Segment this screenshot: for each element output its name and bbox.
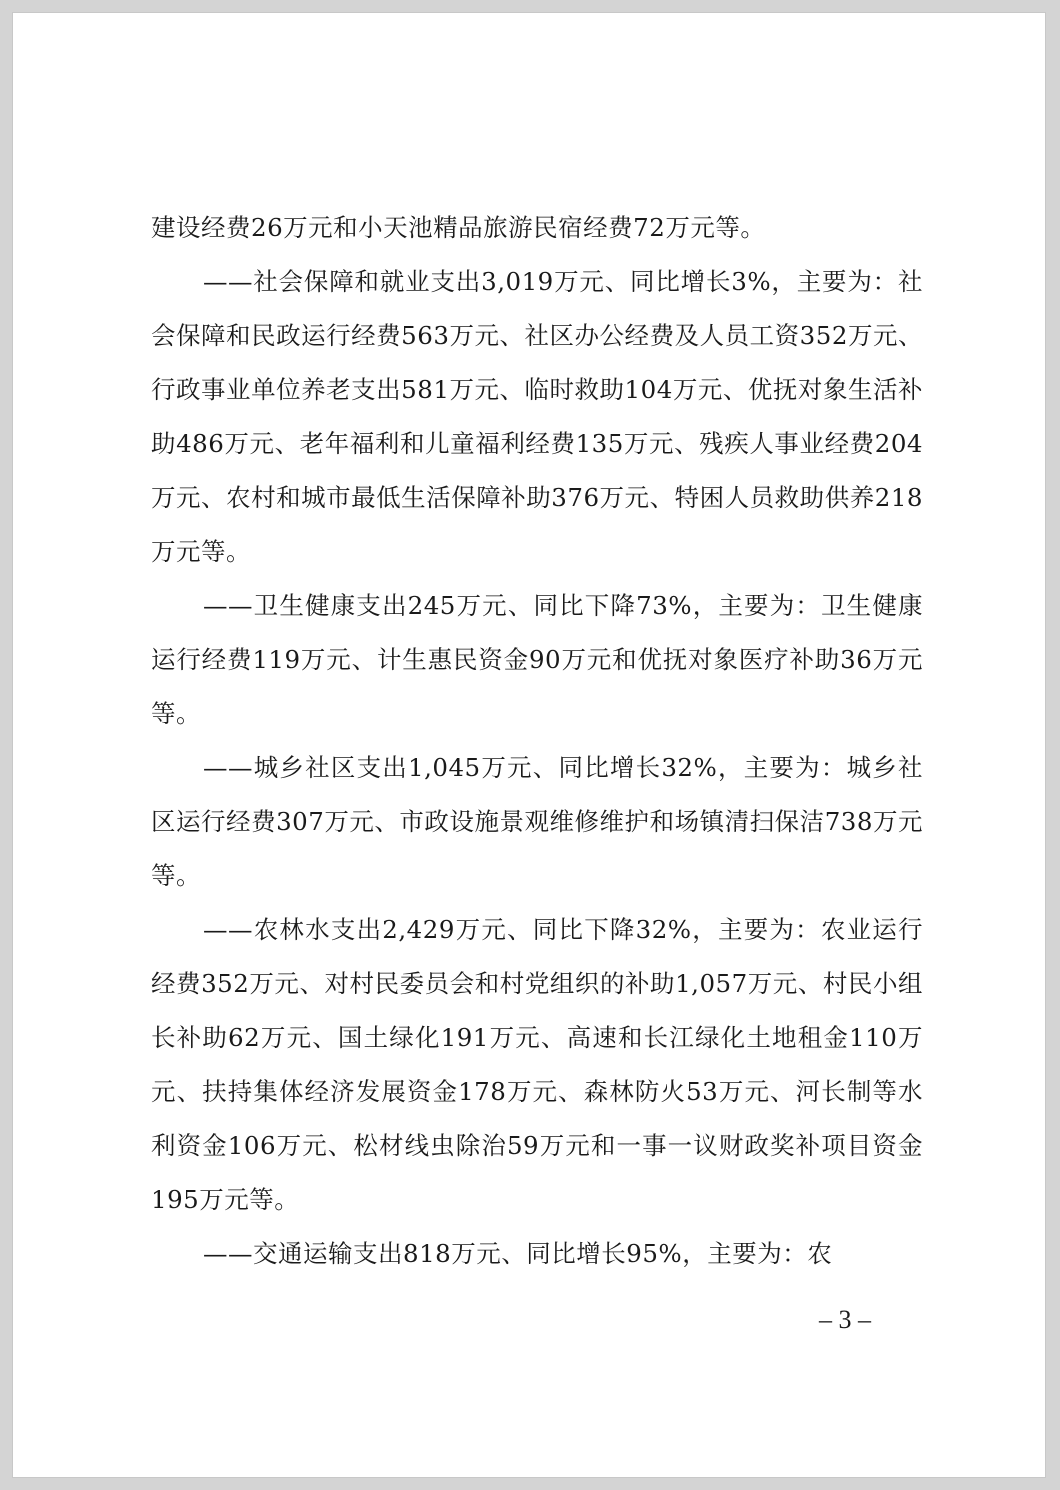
paragraph-continuation: 建设经费26万元和小天池精品旅游民宿经费72万元等。 bbox=[151, 213, 766, 242]
page-number: – 3 – bbox=[819, 1305, 871, 1334]
paragraph-urban-rural: ——城乡社区支出1,045万元、同比增长32%，主要为：城乡社区运行经费307万元、市政设施景观维修维护和场镇清扫保洁738万元等。 bbox=[151, 753, 923, 890]
document-page bbox=[12, 12, 1046, 1478]
body-text bbox=[151, 201, 923, 1281]
paragraph-social-security: ——社会保障和就业支出3,019万元、同比增长3%，主要为：社会保障和民政运行经费563万元、社区办公经费及人员工资352万元、行政事业单位养老支出581万元、临时救助104万元、优抚对象生活补助486万元、老年福利和儿童福利经费135万元、残疾人事业经费204万元、农村和城市最低生活保障补助376万元、特困人员救助供养218万元等。 bbox=[151, 267, 923, 566]
paragraph-agriculture: ——农林水支出2,429万元、同比下降32%，主要为：农业运行经费352万元、对村民委员会和村党组织的补助1,057万元、村民小组长补助62万元、国土绿化191万元、高速和长江绿化土地租金110万元、扶持集体经济发展资金178万元、森林防火53万元、河长制等水利资金106万元、松材线虫除治59万元和一事一议财政奖补项目资金195万元等。 bbox=[151, 915, 923, 1214]
paragraph-health: ——卫生健康支出245万元、同比下降73%，主要为：卫生健康运行经费119万元、计生惠民资金90万元和优抚对象医疗补助36万元等。 bbox=[151, 591, 923, 728]
paragraph-transport: ——交通运输支出818万元、同比增长95%，主要为：农 bbox=[203, 1239, 833, 1268]
